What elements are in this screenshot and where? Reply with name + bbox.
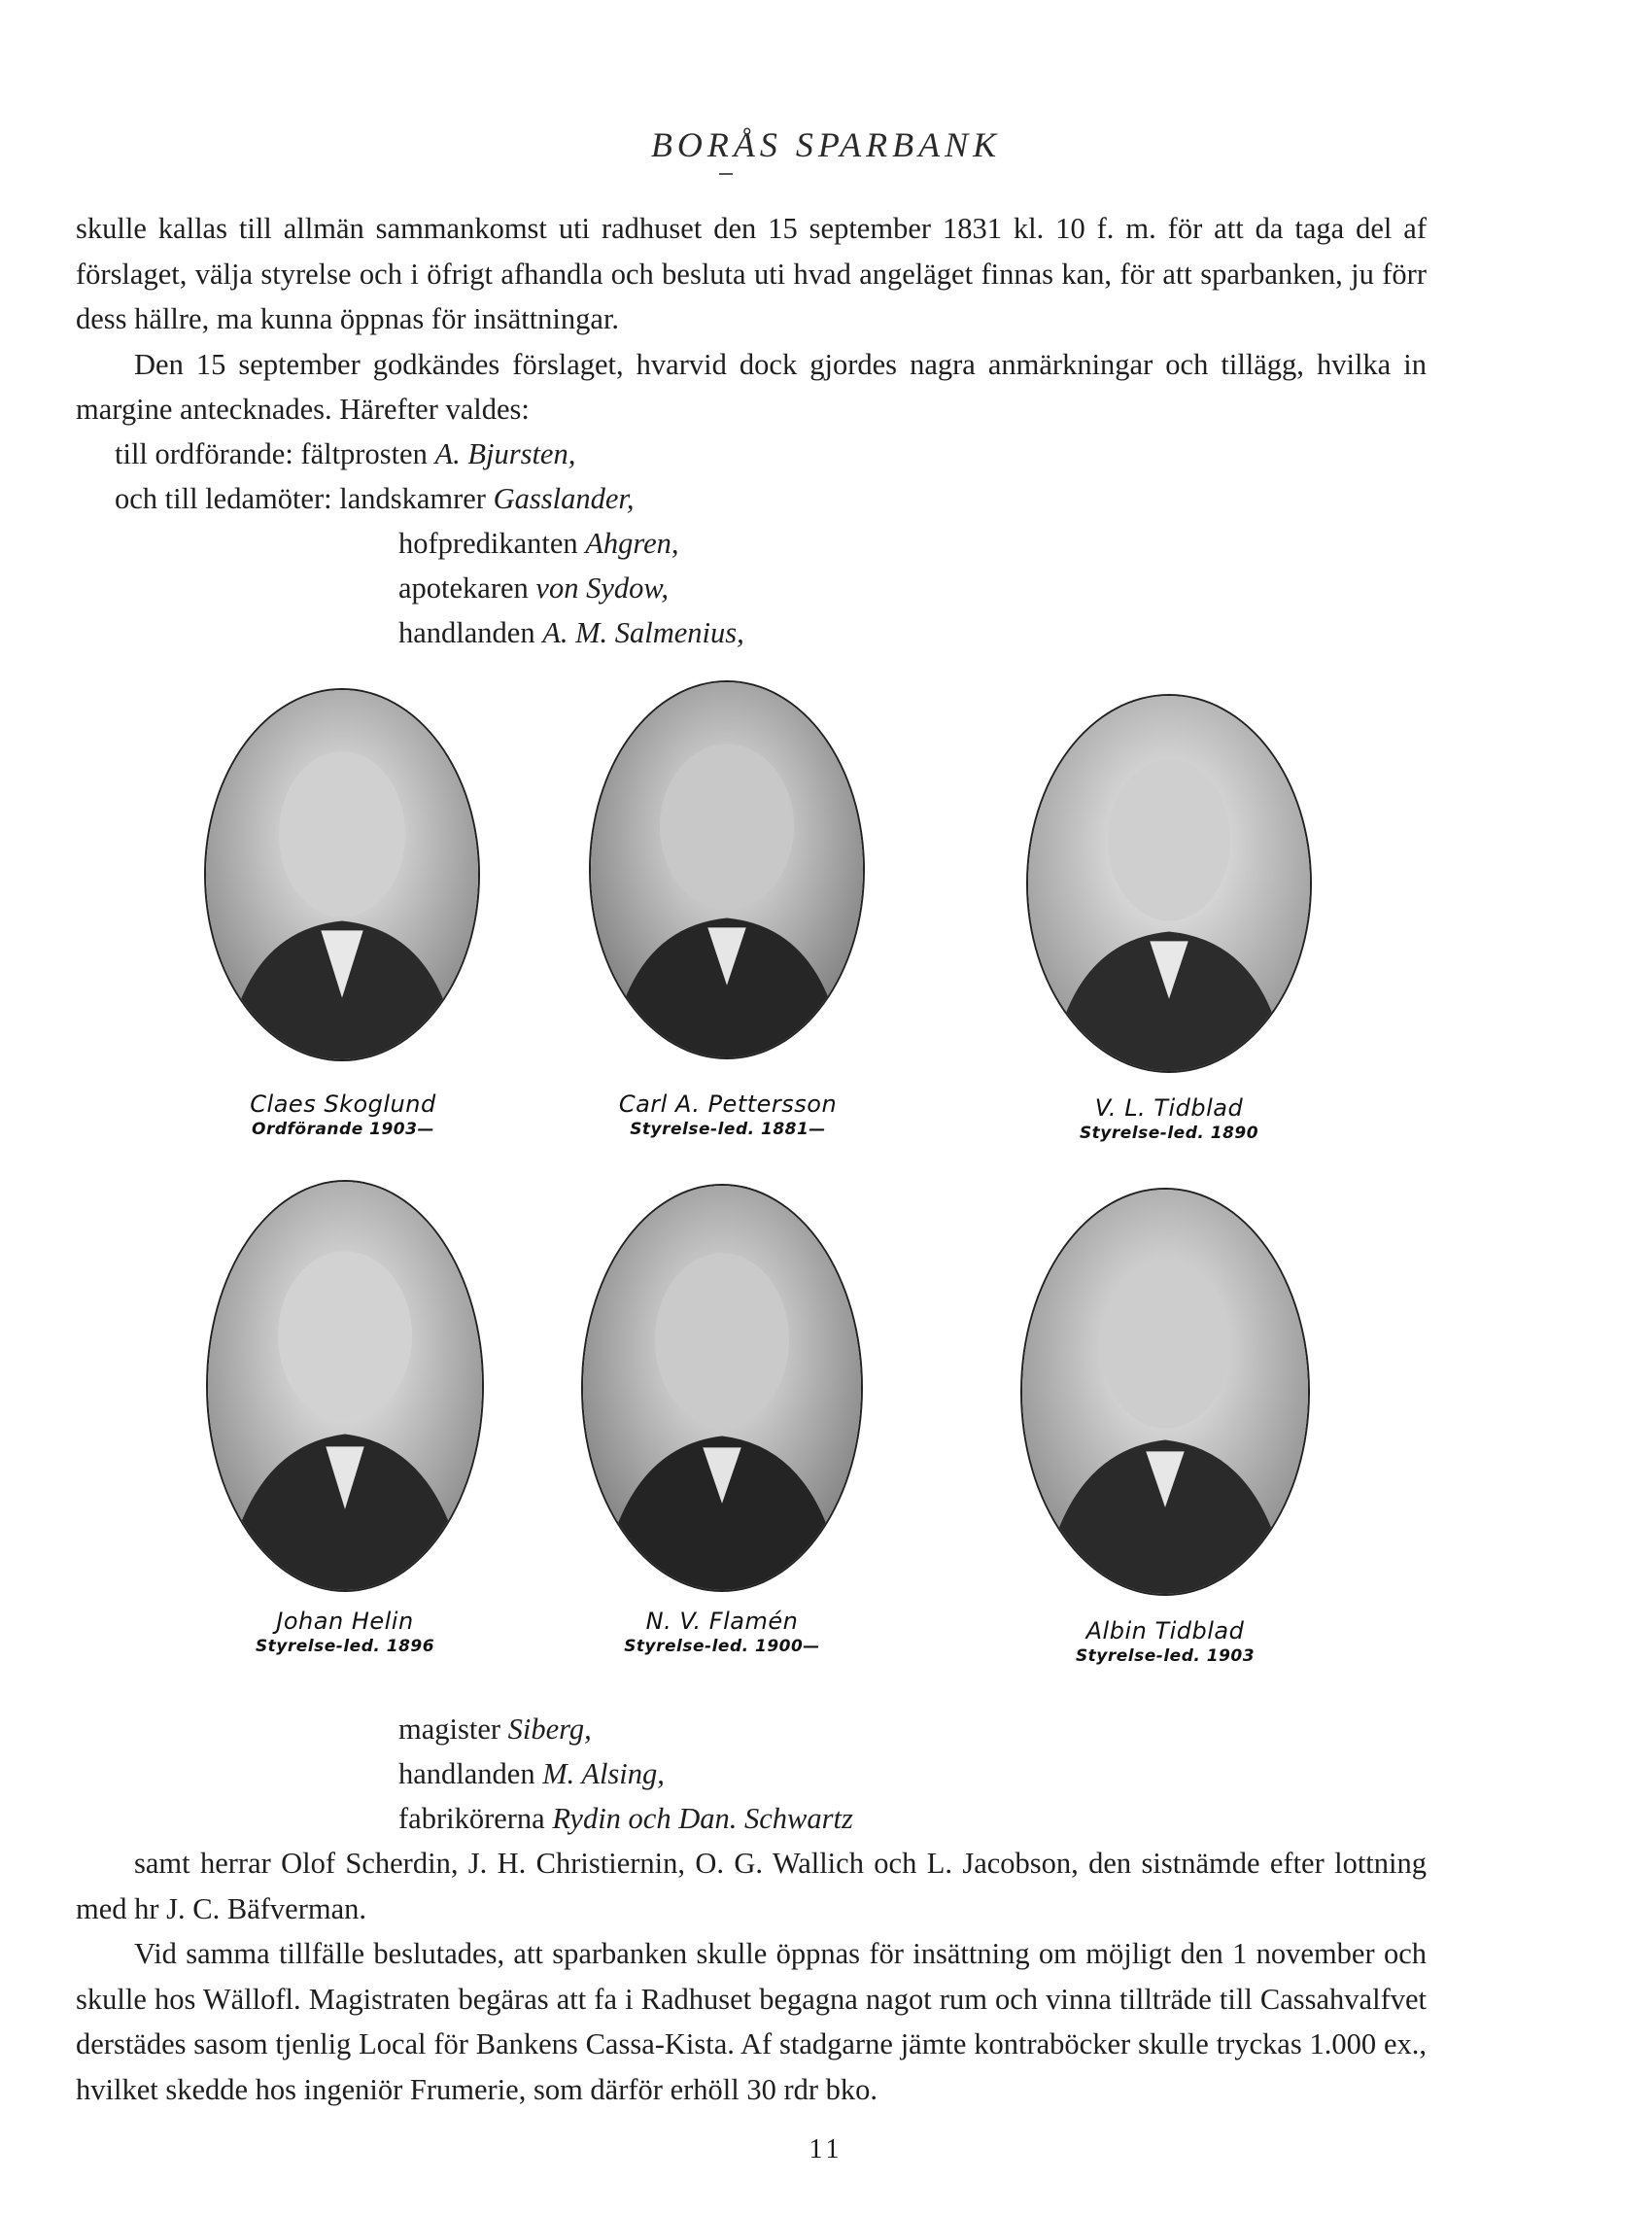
intro-paragraph-block — [76, 206, 1427, 433]
portrait-role: Ordförande 1903— — [252, 1120, 434, 1139]
portrait-caption — [1020, 1094, 1318, 1143]
portrait-name: Albin Tidblad — [1085, 1617, 1245, 1644]
portrait-name: Carl A. Pettersson — [618, 1090, 838, 1118]
portrait-caption — [579, 1090, 877, 1139]
portrait-name: Johan Helin — [276, 1608, 414, 1635]
board-line-member: fabrikörerna Rydin och Dan. Schwartz — [398, 1802, 853, 1835]
portrait-photo — [1020, 1188, 1310, 1596]
portrait-placeholder-graphic — [583, 1186, 861, 1590]
closing-paragraph-block — [76, 1841, 1427, 2112]
final-paragraph: Vid samma tillfälle beslutades, att sparbanken skulle öppnas för insättning om möjligt den 1 november och skulle hos Wällofl. Magistraten begäras att fa i Radhuset begagna nagot rum och vinna tillträde till Cassahvalfvet derstädes sasom tjenlig Local för Bankens Cassa-Kista. Af stadgarne jämte kontraböcker skulle tryckas 1.000 ex., hvilket skedde hos ingeniör Frumerie, som därför erhöll 30 rdr bko. — [76, 1937, 1427, 2106]
portrait-name: V. L. Tidblad — [1094, 1094, 1244, 1122]
board-line-member: magister Siberg, — [398, 1713, 592, 1746]
portrait-caption — [1016, 1617, 1314, 1666]
portrait-photo — [206, 1180, 484, 1592]
header-ornament — [719, 173, 733, 175]
portrait-role: Styrelse-led. 1881— — [630, 1120, 826, 1139]
portrait-caption — [573, 1608, 871, 1656]
board-line-chairman: till ordförande: fältprosten A. Bjursten, — [115, 437, 576, 470]
portrait-photo — [204, 688, 480, 1061]
board-line-member: och till ledamöter: landskamrer Gasslander, — [115, 482, 635, 515]
samt-paragraph: samt herrar Olof Scherdin, J. H. Christiernin, O. G. Wallich och L. Jacobson, den sistnämde efter lottning med hr J. C. Bäfverman. — [76, 1847, 1427, 1925]
portrait-photo — [1026, 694, 1312, 1073]
board-line-member: apotekaren von Sydow, — [398, 571, 670, 605]
intro-paragraph: skulle kallas till allmän sammankomst uti radhuset den 15 september 1831 kl. 10 f. m. för att da taga del af förslaget, välja styrelse och i öfrigt afhandla och besluta uti hvad angeläget finnas kan, för att sparbanken, ju förr dess hällre, ma kunna öppnas för insättningar. — [76, 212, 1427, 335]
board-line-member: handlanden M. Alsing, — [398, 1757, 665, 1790]
board-line-member: handlanden A. M. Salmenius, — [398, 616, 744, 649]
portrait-placeholder-graphic — [1022, 1190, 1308, 1594]
portrait-name: Claes Skoglund — [250, 1090, 436, 1118]
page-number: 11 — [809, 2134, 843, 2164]
portrait-name: N. V. Flamén — [645, 1608, 799, 1635]
portrait-photo — [589, 680, 865, 1059]
portrait-role: Styrelse-led. 1903 — [1075, 1646, 1256, 1666]
portrait-placeholder-graphic — [591, 682, 863, 1057]
portrait-role: Styrelse-led. 1890 — [1079, 1124, 1259, 1143]
board-line-member: hofpredikanten Ahgren, — [398, 527, 679, 560]
portrait-role: Styrelse-led. 1896 — [255, 1637, 435, 1656]
portrait-placeholder-graphic — [208, 1182, 482, 1590]
portrait-photo — [581, 1184, 863, 1592]
portrait-placeholder-graphic — [206, 690, 478, 1059]
portrait-role: Styrelse-led. 1900— — [624, 1637, 820, 1656]
second-paragraph: Den 15 september godkändes förslaget, hvarvid dock gjordes nagra anmärkningar och tillägg, hvilka in margine antecknades. Härefter valdes: — [76, 347, 1427, 426]
portrait-placeholder-graphic — [1028, 696, 1310, 1071]
portrait-caption — [196, 1608, 494, 1656]
running-head: BORÅS SPARBANK — [650, 125, 1002, 164]
portrait-caption — [194, 1090, 492, 1139]
